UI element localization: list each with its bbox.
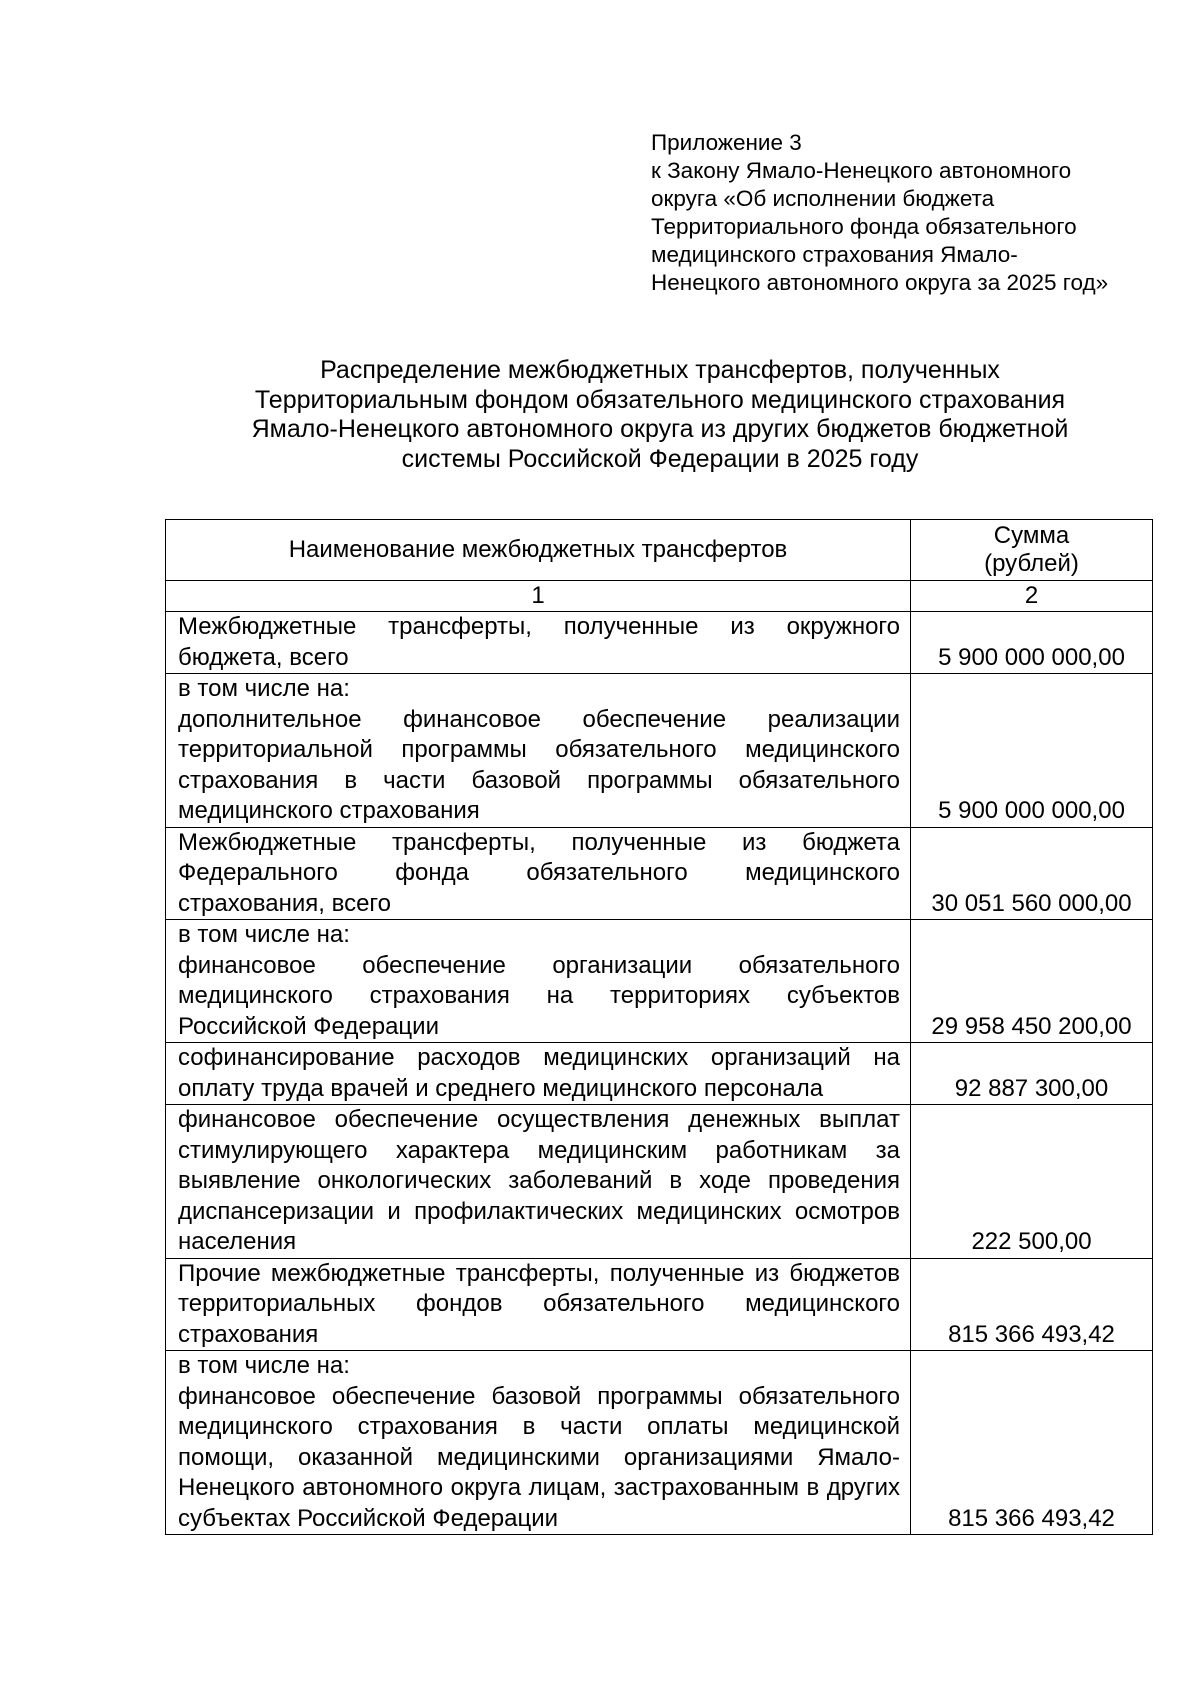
table-row xyxy=(166,827,1153,920)
appendix-line: к Закону Ямало-Ненецкого автономного xyxy=(651,158,1072,183)
transfers-table xyxy=(165,519,1153,1535)
table-row xyxy=(166,1258,1153,1351)
table-body xyxy=(166,612,1153,1535)
transfer-name-cell xyxy=(166,920,911,1043)
transfer-amount: 5 900 000 000,00 xyxy=(911,612,1153,674)
column-number: 1 xyxy=(166,581,911,612)
including-label: в том числе на: xyxy=(178,675,350,702)
title-line: Ямало-Ненецкого автономного округа из других бюджетов бюджетной xyxy=(251,415,1069,443)
transfer-name: финансовое обеспечение осуществления денежных выплат стимулирующего характера медицинским работникам за выявление онкологических заболеваний в ходе проведения диспансеризации и профилактических медицинских осмотров населения xyxy=(178,1106,900,1255)
table-row xyxy=(166,674,1153,828)
transfer-name: дополнительное финансовое обеспечение реализации территориальной программы обязательного медицинского страхования в части базовой программы обязательного медицинского страхования xyxy=(178,705,900,824)
transfer-amount: 30 051 560 000,00 xyxy=(911,827,1153,920)
table-row xyxy=(166,1351,1153,1535)
transfer-name: Межбюджетные трансферты, полученные из окружного бюджета, всего xyxy=(178,613,900,671)
table-header-row xyxy=(166,520,1153,581)
transfer-name: Прочие межбюджетные трансферты, полученные из бюджетов территориальных фондов обязательного медицинского страхования xyxy=(178,1259,900,1348)
appendix-line: Ненецкого автономного округа за 2025 год» xyxy=(651,270,1109,295)
transfer-name-cell xyxy=(166,1351,911,1535)
transfer-name: софинансирование расходов медицинских организаций на оплату труда врачей и среднего медицинского персонала xyxy=(178,1044,900,1102)
appendix-line: Территориального фонда обязательного xyxy=(651,214,1077,239)
appendix-line: округа «Об исполнении бюджета xyxy=(651,186,995,211)
transfer-amount: 815 366 493,42 xyxy=(911,1351,1153,1535)
transfer-name: финансовое обеспечение базовой программы обязательного медицинского страхования в части оплаты медицинской помощи, оказанной медицинскими организациями Ямало-Ненецкого автономного округа лицам, застрахованным в других субъектах Российской Федерации xyxy=(178,1382,900,1532)
appendix-header xyxy=(651,129,1171,297)
transfer-amount: 92 887 300,00 xyxy=(911,1043,1153,1105)
transfer-amount: 29 958 450 200,00 xyxy=(911,920,1153,1043)
transfer-name-cell xyxy=(166,612,911,674)
column-header-sum xyxy=(911,520,1153,581)
column-number: 2 xyxy=(911,581,1153,612)
table-row xyxy=(166,1105,1153,1259)
table-row xyxy=(166,920,1153,1043)
transfer-name-cell xyxy=(166,1105,911,1259)
transfer-amount: 5 900 000 000,00 xyxy=(911,674,1153,828)
appendix-line: медицинского страхования Ямало- xyxy=(651,242,1018,267)
transfer-name-cell xyxy=(166,1043,911,1105)
appendix-line: Приложение 3 xyxy=(651,130,802,155)
table-row xyxy=(166,1043,1153,1105)
document-title xyxy=(160,356,1160,474)
title-line: Распределение межбюджетных трансфертов, полученных xyxy=(320,356,1000,384)
transfer-name-cell xyxy=(166,674,911,828)
title-line: Территориальным фондом обязательного медицинского страхования xyxy=(254,385,1066,414)
column-header-sum-line1: Сумма xyxy=(993,522,1070,549)
transfer-name: финансовое обеспечение организации обязательного медицинского страхования на территориях субъектов Российской Федерации xyxy=(178,951,900,1040)
transfer-amount: 815 366 493,42 xyxy=(911,1258,1153,1351)
column-header-sum-line2: (рублей) xyxy=(984,550,1079,577)
table-row xyxy=(166,612,1153,674)
transfer-name-cell xyxy=(166,1258,911,1351)
column-header-name: Наименование межбюджетных трансфертов xyxy=(166,520,911,581)
title-line: системы Российской Федерации в 2025 году xyxy=(401,444,919,473)
column-number-row xyxy=(166,581,1153,612)
transfer-name: Межбюджетные трансферты, полученные из бюджета Федерального фонда обязательного медицинского страхования, всего xyxy=(178,828,900,917)
transfer-amount: 222 500,00 xyxy=(911,1105,1153,1259)
transfer-name-cell xyxy=(166,827,911,920)
including-label: в том числе на: xyxy=(178,1352,350,1379)
including-label: в том числе на: xyxy=(178,921,350,948)
